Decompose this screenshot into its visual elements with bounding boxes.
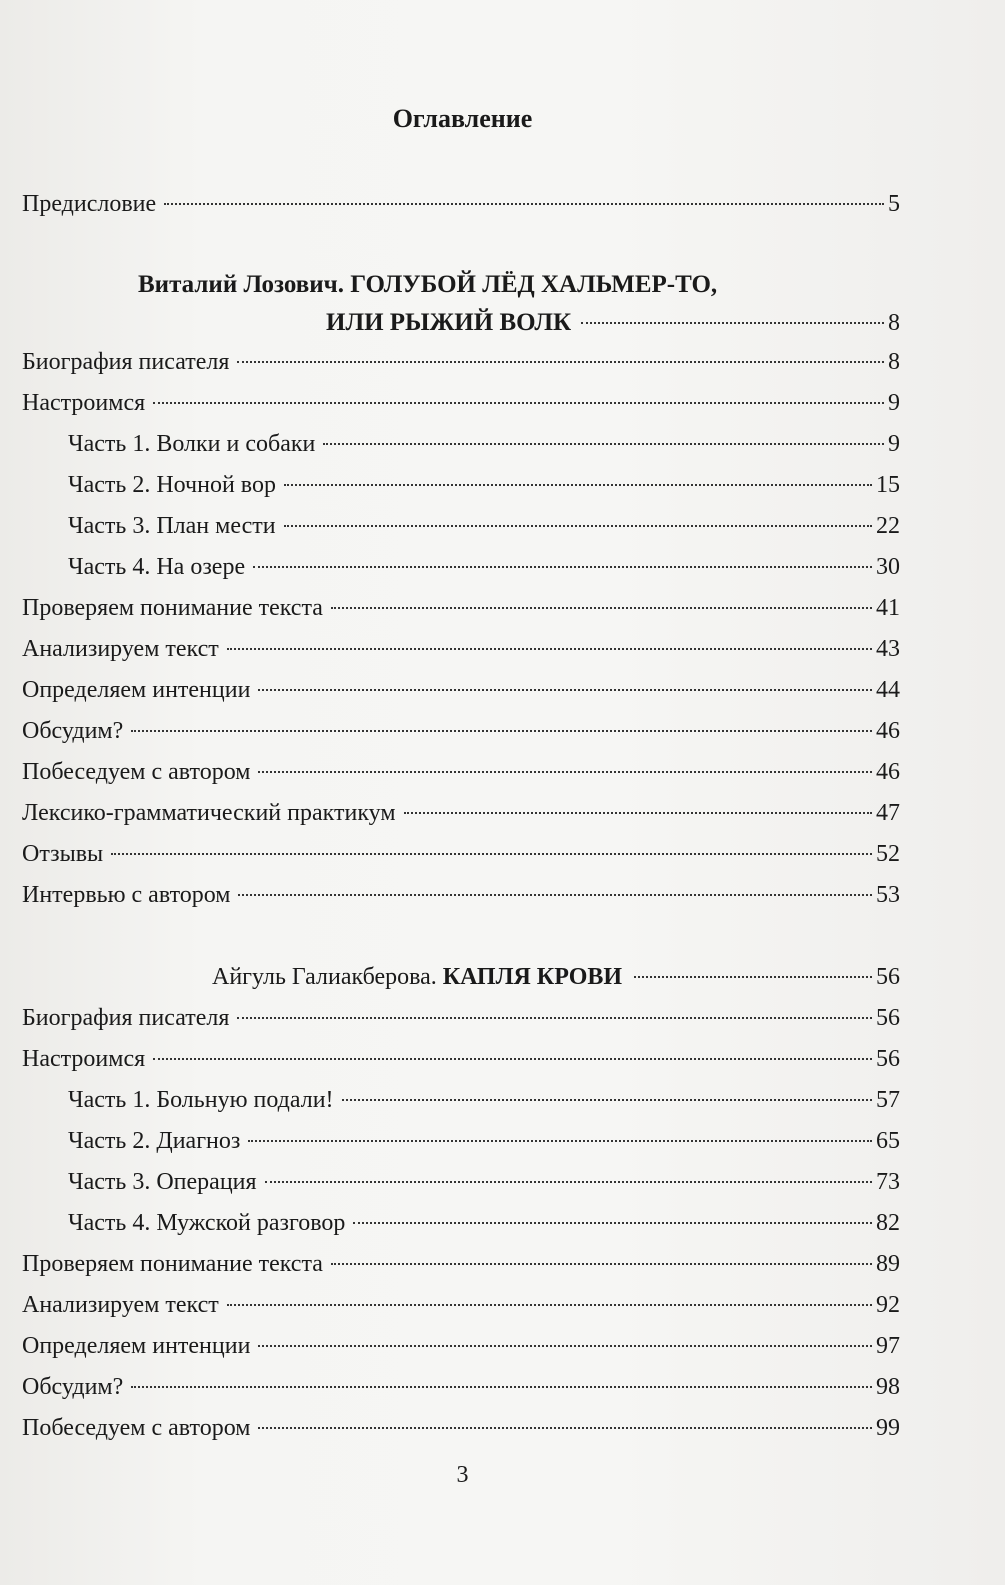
- toc-entry-page: 89: [876, 1251, 900, 1277]
- dot-leader: [323, 443, 884, 445]
- section-page: 8: [888, 310, 900, 336]
- dot-leader: [227, 1304, 872, 1306]
- toc-entry-page: 15: [876, 472, 900, 498]
- toc-entry-page: 56: [876, 1005, 900, 1031]
- dot-leader: [284, 484, 872, 486]
- dot-leader: [153, 1058, 872, 1060]
- toc-entry-label: Обсудим?: [22, 1374, 124, 1400]
- toc-entry: [22, 793, 900, 834]
- toc-entry-page: 30: [876, 554, 900, 580]
- dot-leader: [248, 1140, 872, 1142]
- toc-entry-label: Анализируем текст: [22, 636, 219, 662]
- toc-entry-label: Часть 3. План мести: [68, 513, 276, 539]
- dot-leader: [404, 812, 872, 814]
- toc-entry-label: Часть 1. Больную подали!: [68, 1087, 334, 1113]
- toc-entry-label: Биография писателя: [22, 1005, 230, 1031]
- section-heading-line1: [22, 266, 900, 304]
- dot-leader: [342, 1099, 872, 1101]
- dot-leader: [153, 402, 884, 404]
- toc-entry-page: 92: [876, 1292, 900, 1318]
- toc-entry-label: Часть 2. Ночной вор: [68, 472, 276, 498]
- toc-entry-page: 22: [876, 513, 900, 539]
- dot-leader: [131, 730, 872, 732]
- toc-entry-label: Отзывы: [22, 841, 104, 867]
- dot-leader: [331, 607, 872, 609]
- section-page: 56: [876, 964, 900, 990]
- toc-entry-page: 5: [888, 191, 900, 217]
- toc-entry-page: 9: [888, 390, 900, 416]
- toc-entry: [22, 424, 900, 465]
- page-number: 3: [456, 1462, 469, 1488]
- dot-leader: [164, 203, 884, 205]
- dot-leader: [253, 566, 872, 568]
- dot-leader: [258, 1345, 872, 1347]
- section-title-line1: ГОЛУБОЙ ЛЁД ХАЛЬМЕР-ТО,: [350, 271, 718, 298]
- toc-entry-page: 43: [876, 636, 900, 662]
- toc-entry-page: 99: [876, 1415, 900, 1441]
- section-author: Виталий Лозович.: [138, 271, 345, 298]
- toc-entry: [22, 670, 900, 711]
- spacer: [22, 916, 900, 957]
- toc-entry: [22, 383, 900, 424]
- toc-entry-label: Определяем интенции: [22, 677, 251, 703]
- dot-leader: [227, 648, 872, 650]
- toc-entry-label: Часть 4. На озере: [68, 554, 246, 580]
- toc-entry: [22, 1203, 900, 1244]
- toc-entry-page: 44: [876, 677, 900, 703]
- toc-entry-label: Предисловие: [22, 191, 157, 217]
- toc-entry-label: Побеседуем с автором: [22, 1415, 251, 1441]
- toc-entry: [22, 1162, 900, 1203]
- toc-entry-preface: [22, 184, 900, 225]
- dot-leader: [284, 525, 872, 527]
- dot-leader: [258, 771, 872, 773]
- toc-entry-label: Побеседуем с автором: [22, 759, 251, 785]
- toc-entry-page: 8: [888, 349, 900, 375]
- dot-leader: [265, 1181, 872, 1183]
- toc-entry: [22, 1408, 900, 1449]
- toc-entry: [22, 588, 900, 629]
- toc-entry-label: Обсудим?: [22, 718, 124, 744]
- dot-leader: [258, 1427, 872, 1429]
- toc-entry: [22, 752, 900, 793]
- toc-entry: [22, 834, 900, 875]
- toc-entry-page: 97: [876, 1333, 900, 1359]
- toc-entry-label: Проверяем понимание текста: [22, 595, 323, 621]
- toc-entry: [22, 1121, 900, 1162]
- dot-leader: [111, 853, 872, 855]
- toc-entry-page: 9: [888, 431, 900, 457]
- section-title-line2: ИЛИ РЫЖИЙ ВОЛК: [326, 309, 572, 336]
- toc-entry: [22, 629, 900, 670]
- toc-entry-page: 46: [876, 759, 900, 785]
- section-2-entries: [22, 998, 900, 1449]
- dot-leader: [238, 894, 872, 896]
- section-1-entries: [22, 342, 900, 916]
- toc-entry-page: 47: [876, 800, 900, 826]
- toc-entry-label: Часть 2. Диагноз: [68, 1128, 241, 1154]
- spacer: [22, 225, 900, 266]
- dot-leader: [237, 361, 884, 363]
- dot-leader: [131, 1386, 872, 1388]
- section-heading-1: [22, 266, 900, 342]
- toc-entry-label: Проверяем понимание текста: [22, 1251, 323, 1277]
- toc-entry: [22, 465, 900, 506]
- toc-entry: [22, 547, 900, 588]
- toc-entry-page: 73: [876, 1169, 900, 1195]
- toc-entry: [22, 1244, 900, 1285]
- toc-entry-page: 65: [876, 1128, 900, 1154]
- toc-entry: [22, 711, 900, 752]
- dot-leader: [237, 1017, 872, 1019]
- dot-leader: [331, 1263, 872, 1265]
- toc-entry-page: 46: [876, 718, 900, 744]
- section-title: КАПЛЯ КРОВИ: [442, 964, 623, 990]
- toc-entry-label: Интервью с автором: [22, 882, 231, 908]
- toc-entry-page: 53: [876, 882, 900, 908]
- toc-entry-page: 82: [876, 1210, 900, 1236]
- dot-leader: [353, 1222, 872, 1224]
- toc-entry: [22, 342, 900, 383]
- dot-leader: [258, 689, 872, 691]
- toc-entry: [22, 1039, 900, 1080]
- toc-entry-label: Биография писателя: [22, 349, 230, 375]
- dot-leader: [581, 322, 884, 324]
- toc-entry-label: Часть 4. Мужской разговор: [68, 1210, 346, 1236]
- section-author: Айгуль Галиакберова.: [212, 964, 437, 990]
- toc-entry-label: Определяем интенции: [22, 1333, 251, 1359]
- toc-entry: [22, 1285, 900, 1326]
- toc-entry: [22, 1367, 900, 1408]
- page-title: Оглавление: [392, 104, 533, 133]
- toc-entry-label: Часть 3. Операция: [68, 1169, 257, 1195]
- section-heading-line2: [22, 304, 900, 342]
- toc-entry: [22, 998, 900, 1039]
- section-heading-2: [22, 957, 900, 998]
- toc-entry: [22, 1080, 900, 1121]
- toc-entry-label: Настроимся: [22, 1046, 146, 1072]
- toc-entry-page: 52: [876, 841, 900, 867]
- toc-entry-label: Часть 1. Волки и собаки: [68, 431, 316, 457]
- dot-leader: [634, 976, 872, 978]
- toc-entry: [22, 506, 900, 547]
- table-of-contents: [22, 184, 900, 1449]
- section-heading-text: [212, 957, 622, 998]
- toc-entry-page: 41: [876, 595, 900, 621]
- toc-entry: [22, 875, 900, 916]
- toc-entry-page: 56: [876, 1046, 900, 1072]
- toc-entry-page: 98: [876, 1374, 900, 1400]
- toc-entry-label: Анализируем текст: [22, 1292, 219, 1318]
- toc-entry-label: Настроимся: [22, 390, 146, 416]
- toc-entry-label: Лексико-грамматический практикум: [22, 800, 396, 826]
- toc-entry: [22, 1326, 900, 1367]
- toc-entry-page: 57: [876, 1087, 900, 1113]
